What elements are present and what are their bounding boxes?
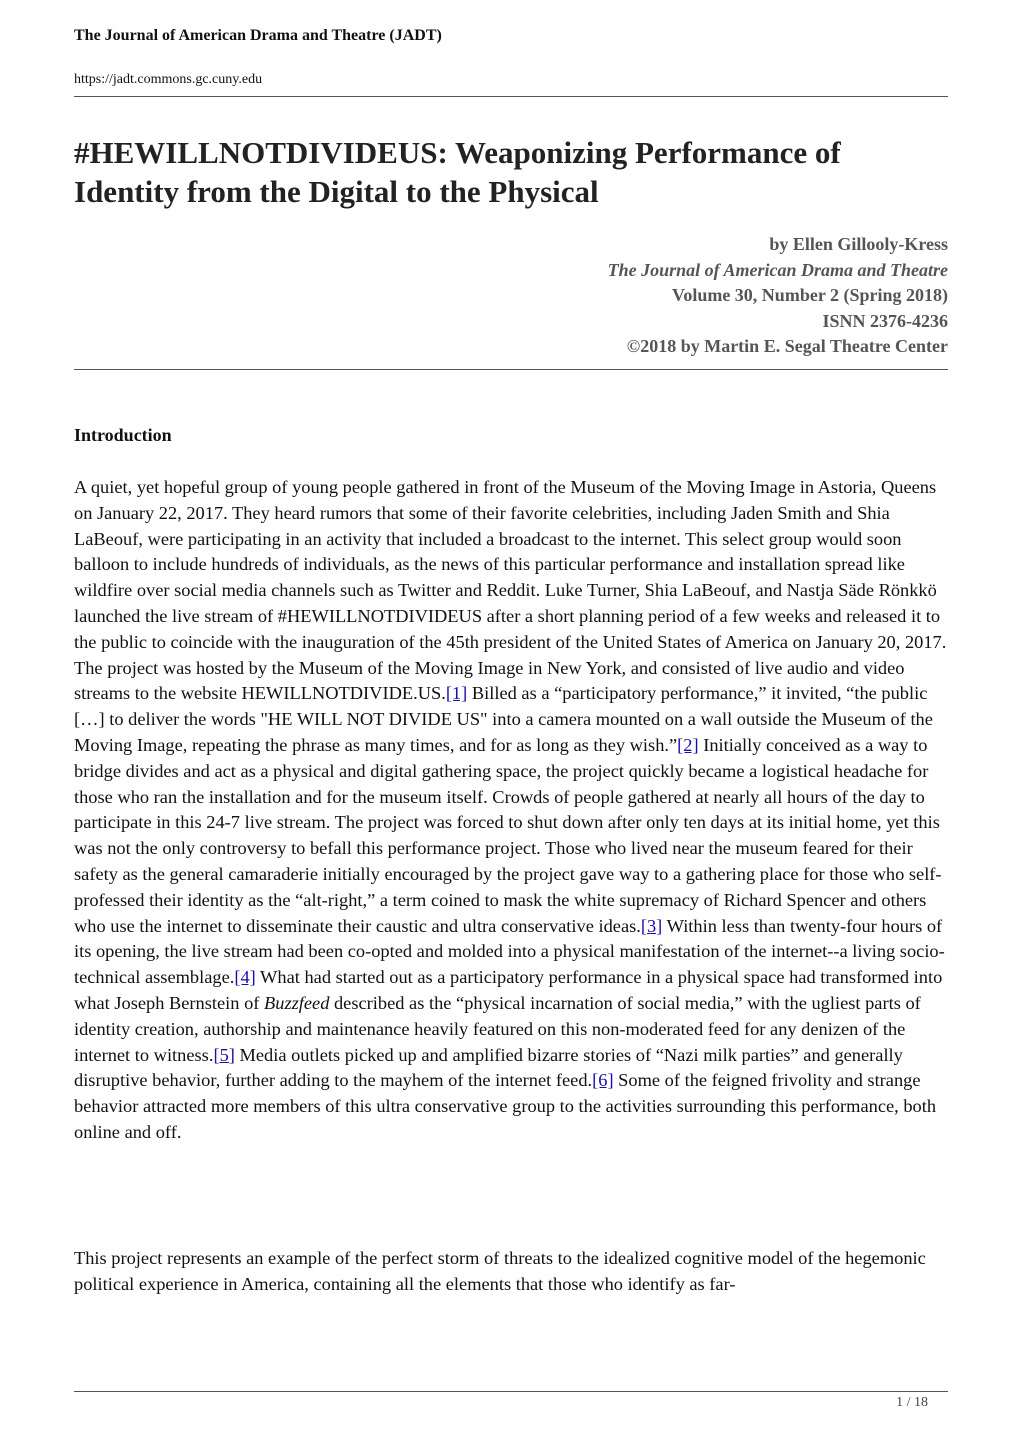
header-divider — [74, 96, 948, 97]
p1-italic-buzzfeed: Buzzfeed — [264, 992, 330, 1013]
p1-text-5: What had started out as a participatory performance in a physical space had transformed into what Joseph Bernstein of — [74, 967, 943, 1013]
footnote-link-2[interactable]: [2] — [677, 734, 699, 755]
paragraph-1 — [74, 475, 952, 1146]
p1-text-3: Initially conceived as a way to bridge divides and act as a physical and digital gathering space, the project quickly became a logistical headache for those who ran the installation and for the museum itself. Crowds of people gathered at nearly all hours of the day to participate in this 24-7 live stream. The project was forced to shut down after only ten days at its initial home, yet this was not the only controversy to befall this performance project. Those who lived near the museum feared for their safety as the general camaraderie initially encouraged by the project gave way to a gathering place for those who self-professed their identity as the “alt-right,” a term coined to mask the white supremacy of Richard Spencer and others who use the internet to disseminate their caustic and ultra conservative ideas. — [74, 734, 942, 936]
p1-text-2: Billed as a “participatory performance,” it invited, “the public […] to deliver the words "HE WILL NOT DIVIDE US" into a camera mounted on a wall outside the Museum of the Moving Image, repeating the phrase as many times, and for as long as they wish.” — [74, 683, 933, 755]
footnote-link-4[interactable]: [4] — [234, 967, 256, 988]
p1-text-4: Within less than twenty-four hours of its opening, the live stream had been co-opted and molded into a physical manifestation of the internet--a living socio-technical assemblage. — [74, 915, 945, 988]
footnote-link-5[interactable]: [5] — [213, 1044, 235, 1065]
author-line: by Ellen Gillooly-Kress — [769, 234, 948, 254]
journal-line: The Journal of American Drama and Theatre — [607, 259, 948, 280]
footer-divider — [74, 1391, 948, 1392]
site-url: https://jadt.commons.gc.cuny.edu — [74, 72, 263, 87]
footnote-link-1[interactable]: [1] — [445, 683, 468, 704]
p1-text-1: A quiet, yet hopeful group of young people gathered in front of the Museum of the Moving Image in Astoria, Queens on January 22, 2017. They heard rumors that some of their favorite celebrities, including Jaden Smith and Shia LaBeouf, were participating in an activity that included a broadcast to the internet. This select group would soon balloon to include hundreds of individuals, as the news of this particular performance and installation spread like wildfire over social media channels such as Twitter and Reddit. Luke Turner, Shia LaBeouf, and Nastja Säde Rönkkö launched the live stream of #HEWILLNOTDIVIDEUS after a short planning period of a few weeks and released it to the public to coincide with the inauguration of the 45th president of the United States of America on January 20, 2017. The project was hosted by the Museum of the Moving Image in New York, and consisted of live audio and video streams to the website HEWILLNOTDIVIDE.US. — [74, 477, 947, 704]
site-title: The Journal of American Drama and Theatre (JADT) — [74, 27, 442, 44]
issn-line: ISNN 2376-4236 — [822, 310, 948, 331]
footnote-link-3[interactable]: [3] — [640, 915, 663, 936]
p1-text-7: Media outlets picked up and amplified bizarre stories of “Nazi milk parties” and generally disruptive behavior, further adding to the mayhem of the internet feed. — [74, 1044, 903, 1091]
article-byline — [608, 232, 948, 360]
copyright-line: ©2018 by Martin E. Segal Theatre Center — [626, 336, 948, 356]
section-heading: Introduction — [74, 425, 172, 445]
footnote-link-6[interactable]: [6] — [592, 1070, 614, 1091]
page-indicator: 1 / 18 — [896, 1395, 928, 1410]
p1-text-8: Some of the feigned frivolity and strange behavior attracted more members of this ultra conservative group to the activities surrounding this performance, both online and off. — [74, 1070, 937, 1142]
p1-text-6: described as the “physical incarnation of social media,” with the ugliest parts of identity creation, authorship and maintenance heavily featured on this non-moderated feed for any denizen of the internet to witness. — [74, 992, 921, 1065]
byline-divider — [74, 369, 948, 370]
article-title: #HEWILLNOTDIVIDEUS: Weaponizing Performance of Identity from the Digital to the Physical — [74, 135, 841, 209]
paragraph-2: This project represents an example of the perfect storm of threats to the idealized cognitive model of the hegemonic political experience in America, containing all the elements that those who identify as far- — [74, 1248, 926, 1294]
volume-line: Volume 30, Number 2 (Spring 2018) — [671, 285, 948, 305]
